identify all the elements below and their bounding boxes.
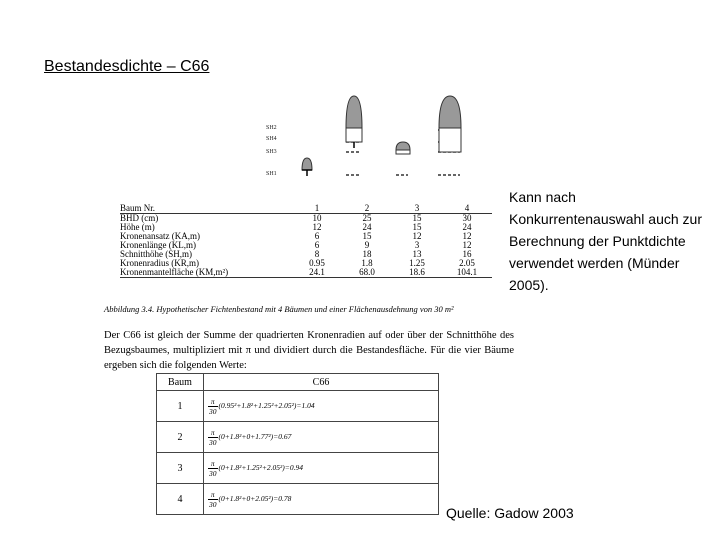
formula-expression: (0+1.8²+0+1.77²)=0.67 [218,431,292,441]
cell-value: 8 [314,249,320,259]
c66-table [156,373,439,515]
tree-1 [302,158,312,176]
tree-3 [396,142,410,154]
cell-value: 18 [362,249,372,259]
sh-label: SH1 [266,171,277,177]
sh-label: SH2 [266,125,277,131]
cell-value: 12 [462,240,472,250]
cell-value: 68.0 [342,268,392,278]
cell-value: 1.25 [409,258,425,268]
row-label: Kronenansatz (KA,m) [120,231,200,241]
formula-expression: (0+1.8²+1.25²+2.05²)=0.94 [218,462,303,472]
row-label: Kronenmantelfläche (KM,m²) [120,268,292,278]
table-row [120,204,492,214]
formula-expression: (0+1.8²+0+2.05²)=0.78 [218,493,292,503]
cell-value: 1.8 [361,258,373,268]
formula-expression: (0.95²+1.8²+1.25²+2.05²)=1.04 [218,400,315,410]
cell-value: 24 [362,222,372,232]
tree-data-table [120,204,492,278]
c66-formula [204,391,439,422]
tree-number: 4 [157,484,204,515]
figure-caption: Abbildung 3.4. Hypothetischer Fichtenbestand mit 4 Bäumen und einer Flächenausdehnung von 30 m² [104,304,454,314]
tree-crowns-svg [262,92,482,192]
fraction-numerator: π [208,397,218,407]
fraction-numerator: π [208,459,218,469]
tree-number: 2 [157,422,204,453]
cell-value: 3 [414,240,420,250]
fraction-denominator: 30 [209,468,217,478]
cell-value: 15 [412,222,422,232]
cell-value: 12 [462,231,472,241]
c66-formula [204,422,439,453]
cell-value: 0.95 [309,258,325,268]
source-citation: Quelle: Gadow 2003 [446,505,574,521]
tree-4 [439,96,461,152]
sh-label: SH4 [266,136,277,142]
cell-value: 3 [392,204,442,214]
row-label: Kronenlänge (KL,m) [120,240,196,250]
cell-value: 12 [412,231,422,241]
fraction [208,397,218,416]
fraction-denominator: 30 [209,499,217,509]
row-label: Schnitthöhe (SH,m) [120,249,192,259]
tree-number: 3 [157,453,204,484]
c66-formula [204,484,439,515]
tree-number: 1 [157,391,204,422]
cell-value: 6 [314,240,320,250]
cell-value: 15 [412,213,422,223]
cell-value: 13 [412,249,422,259]
column-header: Baum [157,374,204,391]
table-row [157,453,439,484]
slide-title: Bestandesdichte – C66 [44,58,210,75]
fraction [208,490,218,509]
c66-formula [204,453,439,484]
table-row [157,422,439,453]
cell-value: 15 [362,231,372,241]
side-note: Kann nach Konkurrentenauswahl auch zur Berechnung der Punktdichte verwendet werden (Münder 2005). [509,189,703,293]
table-row [120,214,492,224]
cell-value: 2 [342,204,392,214]
cell-value: 2.05 [459,258,475,268]
row-label: Höhe (m) [120,222,155,232]
table-row [120,268,492,278]
paragraph: Der C66 ist gleich der Summe der quadrierten Kronenradien auf oder über der Schnitthöhe des Bezugsbaumes, multipliziert mit π und dividiert durch die Bestandesfläche. Für die vier Bäume ergeben sich die folgenden Werte: [104,330,514,371]
fraction [208,459,218,478]
fraction-numerator: π [208,428,218,438]
table-row [157,484,439,515]
row-label: BHD (cm) [120,213,159,223]
cell-value: 1 [292,204,342,214]
fraction [208,428,218,447]
fraction-denominator: 30 [209,437,217,447]
cell-value: 24.1 [292,268,342,278]
column-header: C66 [204,374,439,391]
row-label: Kronenradius (KR,m) [120,258,199,268]
table-row [157,391,439,422]
cell-value: 24 [462,222,472,232]
cell-value: 18.6 [392,268,442,278]
cell-value: 6 [314,231,320,241]
cell-value: 9 [364,240,370,250]
tree-2 [346,96,362,148]
cell-value: 10 [312,213,322,223]
cell-value: 30 [462,213,472,223]
cell-value: 4 [442,204,492,214]
cell-value: 104.1 [442,268,492,278]
cell-value: 25 [362,213,372,223]
cell-value: 16 [462,249,472,259]
cell-value: 12 [312,222,322,232]
fraction-denominator: 30 [209,406,217,416]
row-label: Baum Nr. [120,204,292,214]
sh-label: SH3 [266,149,277,155]
fraction-numerator: π [208,490,218,500]
